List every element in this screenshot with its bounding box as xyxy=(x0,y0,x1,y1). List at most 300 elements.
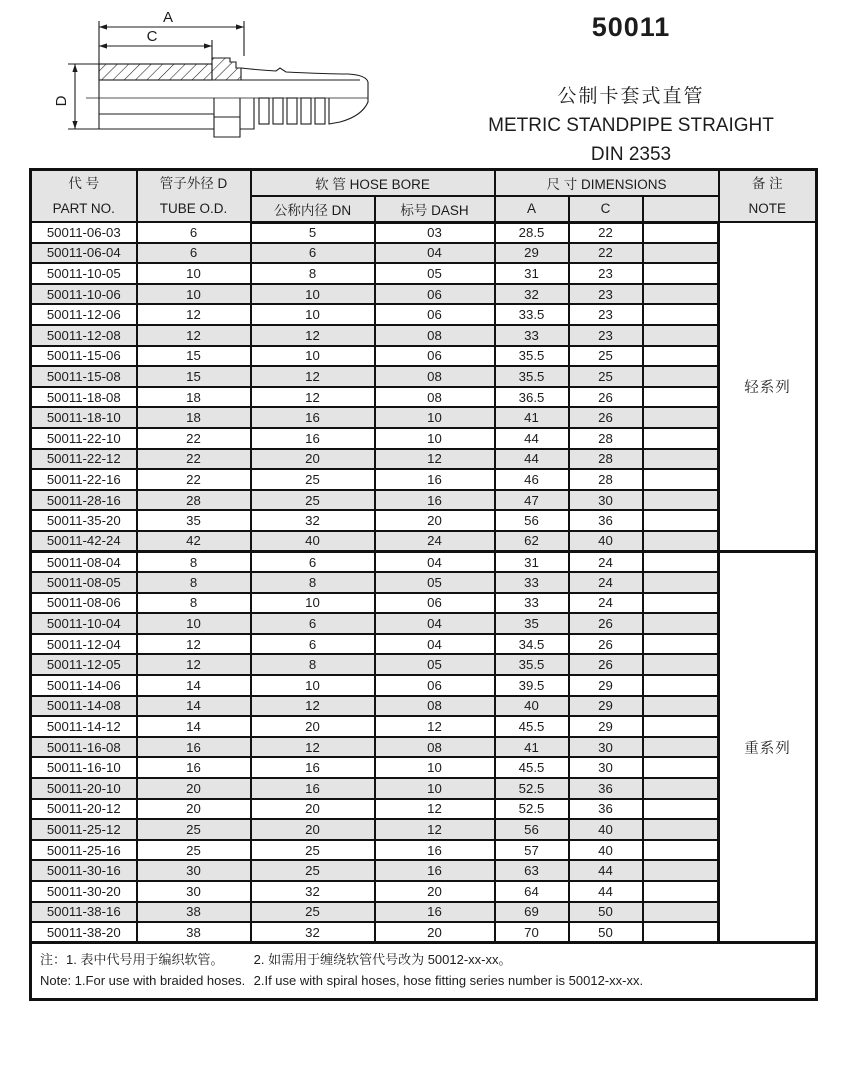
spare-dim-cell xyxy=(643,572,719,593)
part-no-cell: 50011-10-06 xyxy=(31,284,137,305)
dim-c-cell: 30 xyxy=(569,737,643,758)
footnote-cn-2: 2. 如需用于缠绕软管代号改为 50012-xx-xx。 xyxy=(253,952,512,968)
part-no-cell: 50011-06-04 xyxy=(31,243,137,264)
table-row xyxy=(31,881,817,902)
dn-cell: 25 xyxy=(251,490,375,511)
dim-c-cell: 26 xyxy=(569,387,643,408)
dn-cell: 10 xyxy=(251,304,375,325)
spare-dim-cell xyxy=(643,387,719,408)
dim-a-cell: 35 xyxy=(495,613,569,634)
table-row xyxy=(31,428,817,449)
dim-c-cell: 36 xyxy=(569,799,643,820)
dim-c-cell: 26 xyxy=(569,634,643,655)
dn-cell: 25 xyxy=(251,469,375,490)
dim-c-cell: 22 xyxy=(569,243,643,264)
spec-table-body xyxy=(31,222,817,943)
spare-dim-cell xyxy=(643,428,719,449)
dn-cell: 10 xyxy=(251,675,375,696)
series-note-cell: 重系列 xyxy=(719,552,817,943)
spare-dim-cell xyxy=(643,284,719,305)
tube-od-cell: 18 xyxy=(137,387,251,408)
dim-c-cell: 44 xyxy=(569,881,643,902)
dash-cell: 12 xyxy=(375,819,495,840)
dash-cell: 08 xyxy=(375,366,495,387)
dash-cell: 24 xyxy=(375,531,495,552)
dim-a-cell: 33.5 xyxy=(495,304,569,325)
dim-c-cell: 44 xyxy=(569,860,643,881)
dim-c-cell: 30 xyxy=(569,757,643,778)
spec-table xyxy=(29,168,818,1001)
tube-od-cell: 28 xyxy=(137,490,251,511)
dim-a-cell: 62 xyxy=(495,531,569,552)
table-row xyxy=(31,737,817,758)
dash-cell: 12 xyxy=(375,799,495,820)
dim-a-cell: 32 xyxy=(495,284,569,305)
part-no-cell: 50011-08-04 xyxy=(31,552,137,573)
part-no-cell: 50011-10-04 xyxy=(31,613,137,634)
spare-dim-cell xyxy=(643,716,719,737)
dim-c-cell: 26 xyxy=(569,613,643,634)
tube-od-cell: 38 xyxy=(137,922,251,943)
dash-cell: 06 xyxy=(375,675,495,696)
col-header-part-no-cn: 代 号 xyxy=(68,176,100,191)
dim-label-d: D xyxy=(53,95,70,107)
tube-od-cell: 25 xyxy=(137,840,251,861)
part-no-cell: 50011-10-05 xyxy=(31,263,137,284)
dash-cell: 08 xyxy=(375,387,495,408)
dn-cell: 12 xyxy=(251,387,375,408)
dn-cell: 6 xyxy=(251,613,375,634)
col-header-dash: 标号 DASH xyxy=(375,196,495,222)
table-row xyxy=(31,634,817,655)
dim-a-cell: 33 xyxy=(495,325,569,346)
spare-dim-cell xyxy=(643,819,719,840)
table-row xyxy=(31,860,817,881)
tube-od-cell: 15 xyxy=(137,366,251,387)
dim-a-cell: 39.5 xyxy=(495,675,569,696)
col-header-dn: 公称内径 DN xyxy=(251,196,375,222)
dn-cell: 8 xyxy=(251,572,375,593)
dn-cell: 10 xyxy=(251,346,375,367)
dn-cell: 6 xyxy=(251,552,375,573)
col-header-note-cn: 备 注 xyxy=(751,176,783,191)
spare-dim-cell xyxy=(643,490,719,511)
dim-a-cell: 34.5 xyxy=(495,634,569,655)
table-row xyxy=(31,531,817,552)
tube-od-cell: 16 xyxy=(137,757,251,778)
part-no-cell: 50011-15-08 xyxy=(31,366,137,387)
dim-c-cell: 29 xyxy=(569,716,643,737)
dim-a-cell: 33 xyxy=(495,572,569,593)
dim-a-cell: 28.5 xyxy=(495,222,569,243)
spare-dim-cell xyxy=(643,325,719,346)
tube-od-cell: 30 xyxy=(137,881,251,902)
dash-cell: 16 xyxy=(375,902,495,923)
dim-a-cell: 44 xyxy=(495,428,569,449)
tube-od-cell: 35 xyxy=(137,510,251,531)
footnote-cn-1: 注：1. 表中代号用于编织软管。 xyxy=(40,952,224,968)
spec-table-footer xyxy=(31,943,817,1000)
table-row xyxy=(31,325,817,346)
footnote-en-2: 2.If use with spiral hoses, hose fitting series number is 50012-xx-xx. xyxy=(253,973,644,989)
part-no-cell: 50011-38-16 xyxy=(31,902,137,923)
table-row xyxy=(31,387,817,408)
col-header-dim-a: A xyxy=(495,196,569,222)
part-no-cell: 50011-12-05 xyxy=(31,654,137,675)
tube-od-cell: 14 xyxy=(137,716,251,737)
tube-od-cell: 25 xyxy=(137,819,251,840)
spare-dim-cell xyxy=(643,922,719,943)
dn-cell: 25 xyxy=(251,860,375,881)
col-header-tube-od xyxy=(137,170,251,223)
dn-cell: 8 xyxy=(251,263,375,284)
dim-c-cell: 50 xyxy=(569,922,643,943)
spare-dim-cell xyxy=(643,613,719,634)
dim-a-cell: 31 xyxy=(495,263,569,284)
table-row xyxy=(31,346,817,367)
table-row xyxy=(31,778,817,799)
tube-od-cell: 20 xyxy=(137,799,251,820)
table-row xyxy=(31,799,817,820)
dash-cell: 03 xyxy=(375,222,495,243)
dim-c-cell: 25 xyxy=(569,366,643,387)
dash-cell: 10 xyxy=(375,778,495,799)
part-no-cell: 50011-12-08 xyxy=(31,325,137,346)
dim-c-cell: 28 xyxy=(569,469,643,490)
part-no-cell: 50011-12-04 xyxy=(31,634,137,655)
part-no-cell: 50011-16-08 xyxy=(31,737,137,758)
table-row xyxy=(31,407,817,428)
dn-cell: 6 xyxy=(251,243,375,264)
part-no-cell: 50011-20-12 xyxy=(31,799,137,820)
title-chinese: 公制卡套式直管 xyxy=(557,86,705,107)
dash-cell: 20 xyxy=(375,922,495,943)
dim-c-cell: 30 xyxy=(569,490,643,511)
spare-dim-cell xyxy=(643,510,719,531)
dash-cell: 06 xyxy=(375,593,495,614)
table-row xyxy=(31,243,817,264)
spare-dim-cell xyxy=(643,860,719,881)
table-row xyxy=(31,716,817,737)
dn-cell: 6 xyxy=(251,634,375,655)
dim-a-cell: 45.5 xyxy=(495,757,569,778)
dn-cell: 32 xyxy=(251,881,375,902)
dash-cell: 04 xyxy=(375,613,495,634)
table-row xyxy=(31,263,817,284)
dim-a-cell: 52.5 xyxy=(495,799,569,820)
tube-od-cell: 30 xyxy=(137,860,251,881)
spare-dim-cell xyxy=(643,778,719,799)
part-no-cell: 50011-14-08 xyxy=(31,696,137,717)
dim-c-cell: 28 xyxy=(569,449,643,470)
table-row xyxy=(31,469,817,490)
dn-cell: 16 xyxy=(251,428,375,449)
dash-cell: 16 xyxy=(375,860,495,881)
dash-cell: 06 xyxy=(375,304,495,325)
part-no-cell: 50011-42-24 xyxy=(31,531,137,552)
col-header-tube-od-en: TUBE O.D. xyxy=(159,201,228,216)
tube-od-cell: 14 xyxy=(137,675,251,696)
dn-cell: 25 xyxy=(251,902,375,923)
dim-a-cell: 63 xyxy=(495,860,569,881)
dash-cell: 12 xyxy=(375,449,495,470)
table-row xyxy=(31,593,817,614)
dash-cell: 05 xyxy=(375,654,495,675)
spare-dim-cell xyxy=(643,263,719,284)
dim-a-cell: 40 xyxy=(495,696,569,717)
dn-cell: 20 xyxy=(251,819,375,840)
dim-c-cell: 23 xyxy=(569,304,643,325)
part-no-cell: 50011-18-08 xyxy=(31,387,137,408)
dash-cell: 20 xyxy=(375,510,495,531)
dim-c-cell: 40 xyxy=(569,531,643,552)
tube-od-cell: 22 xyxy=(137,469,251,490)
dim-c-cell: 24 xyxy=(569,572,643,593)
table-row xyxy=(31,449,817,470)
dim-a-cell: 29 xyxy=(495,243,569,264)
table-row xyxy=(31,922,817,943)
dim-c-cell: 26 xyxy=(569,654,643,675)
col-header-part-no-en: PART NO. xyxy=(52,201,115,216)
table-row xyxy=(31,222,817,243)
col-group-dimensions: 尺 寸 DIMENSIONS xyxy=(495,170,719,196)
dim-a-cell: 47 xyxy=(495,490,569,511)
spare-dim-cell xyxy=(643,799,719,820)
table-row xyxy=(31,613,817,634)
part-no-cell: 50011-08-06 xyxy=(31,593,137,614)
spare-dim-cell xyxy=(643,593,719,614)
table-row xyxy=(31,819,817,840)
dn-cell: 25 xyxy=(251,840,375,861)
dim-a-cell: 35.5 xyxy=(495,366,569,387)
dash-cell: 20 xyxy=(375,881,495,902)
col-header-note xyxy=(719,170,817,223)
part-no-cell: 50011-35-20 xyxy=(31,510,137,531)
dim-c-cell: 23 xyxy=(569,263,643,284)
dim-label-c: C xyxy=(146,28,158,45)
dim-a-cell: 31 xyxy=(495,552,569,573)
part-number: 50011 xyxy=(591,12,671,42)
col-header-dim-spare xyxy=(643,196,719,222)
tube-od-cell: 20 xyxy=(137,778,251,799)
footnote-en-1: Note: 1.For use with braided hoses. xyxy=(40,973,246,989)
dash-cell: 04 xyxy=(375,243,495,264)
table-row xyxy=(31,902,817,923)
dim-c-cell: 22 xyxy=(569,222,643,243)
dim-a-cell: 35.5 xyxy=(495,346,569,367)
part-no-cell: 50011-22-12 xyxy=(31,449,137,470)
dim-a-cell: 56 xyxy=(495,819,569,840)
col-header-tube-od-cn: 管子外径 D xyxy=(159,176,228,191)
part-no-cell: 50011-25-16 xyxy=(31,840,137,861)
spare-dim-cell xyxy=(643,634,719,655)
dim-c-cell: 29 xyxy=(569,675,643,696)
tube-od-cell: 12 xyxy=(137,634,251,655)
dim-c-cell: 40 xyxy=(569,819,643,840)
dim-a-cell: 45.5 xyxy=(495,716,569,737)
footnote-cn xyxy=(40,949,807,970)
table-row xyxy=(31,696,817,717)
dim-c-cell: 28 xyxy=(569,428,643,449)
part-no-cell: 50011-14-06 xyxy=(31,675,137,696)
tube-od-cell: 6 xyxy=(137,243,251,264)
spare-dim-cell xyxy=(643,654,719,675)
dim-c-cell: 50 xyxy=(569,902,643,923)
dash-cell: 16 xyxy=(375,840,495,861)
table-row xyxy=(31,572,817,593)
part-no-cell: 50011-22-16 xyxy=(31,469,137,490)
spare-dim-cell xyxy=(643,366,719,387)
dash-cell: 05 xyxy=(375,572,495,593)
dash-cell: 10 xyxy=(375,407,495,428)
dash-cell: 06 xyxy=(375,346,495,367)
part-no-cell: 50011-14-12 xyxy=(31,716,137,737)
table-row xyxy=(31,284,817,305)
spare-dim-cell xyxy=(643,881,719,902)
dim-c-cell: 23 xyxy=(569,284,643,305)
dim-c-cell: 36 xyxy=(569,778,643,799)
part-no-cell: 50011-12-06 xyxy=(31,304,137,325)
standard-din: DIN 2353 xyxy=(590,144,672,165)
spare-dim-cell xyxy=(643,243,719,264)
footnote-en xyxy=(40,970,807,991)
dash-cell: 08 xyxy=(375,696,495,717)
part-no-cell: 50011-16-10 xyxy=(31,757,137,778)
tube-od-cell: 22 xyxy=(137,449,251,470)
dn-cell: 12 xyxy=(251,366,375,387)
dim-c-cell: 23 xyxy=(569,325,643,346)
tube-od-cell: 10 xyxy=(137,284,251,305)
dim-c-cell: 24 xyxy=(569,552,643,573)
spec-table-header xyxy=(31,170,817,223)
dn-cell: 20 xyxy=(251,449,375,470)
tube-od-cell: 22 xyxy=(137,428,251,449)
dn-cell: 12 xyxy=(251,737,375,758)
dim-c-cell: 40 xyxy=(569,840,643,861)
dim-label-a: A xyxy=(162,9,174,26)
dn-cell: 32 xyxy=(251,922,375,943)
spare-dim-cell xyxy=(643,346,719,367)
spare-dim-cell xyxy=(643,840,719,861)
dn-cell: 12 xyxy=(251,325,375,346)
spare-dim-cell xyxy=(643,757,719,778)
tube-od-cell: 14 xyxy=(137,696,251,717)
col-group-hose-bore: 软 管 HOSE BORE xyxy=(251,170,495,196)
dash-cell: 10 xyxy=(375,757,495,778)
dim-c-cell: 26 xyxy=(569,407,643,428)
col-header-part-no xyxy=(31,170,137,223)
dash-cell: 08 xyxy=(375,737,495,758)
dim-a-cell: 46 xyxy=(495,469,569,490)
tube-od-cell: 10 xyxy=(137,263,251,284)
dn-cell: 10 xyxy=(251,593,375,614)
dash-cell: 04 xyxy=(375,634,495,655)
dash-cell: 04 xyxy=(375,552,495,573)
part-no-cell: 50011-08-05 xyxy=(31,572,137,593)
dim-a-cell: 64 xyxy=(495,881,569,902)
dim-d-line xyxy=(68,64,101,129)
title-block xyxy=(425,12,837,166)
title-english: METRIC STANDPIPE STRAIGHT xyxy=(488,115,774,136)
part-no-cell: 50011-20-10 xyxy=(31,778,137,799)
spare-dim-cell xyxy=(643,449,719,470)
tube-od-cell: 15 xyxy=(137,346,251,367)
dim-c-cell: 29 xyxy=(569,696,643,717)
dn-cell: 10 xyxy=(251,284,375,305)
table-row xyxy=(31,675,817,696)
spare-dim-cell xyxy=(643,552,719,573)
dim-a-cell: 69 xyxy=(495,902,569,923)
part-no-cell: 50011-18-10 xyxy=(31,407,137,428)
spare-dim-cell xyxy=(643,696,719,717)
dn-cell: 5 xyxy=(251,222,375,243)
dn-cell: 8 xyxy=(251,654,375,675)
part-no-cell: 50011-15-06 xyxy=(31,346,137,367)
dim-a-cell: 44 xyxy=(495,449,569,470)
table-row xyxy=(31,552,817,573)
dim-a-cell: 33 xyxy=(495,593,569,614)
fitting-body xyxy=(99,58,360,129)
spare-dim-cell xyxy=(643,531,719,552)
table-row xyxy=(31,510,817,531)
dim-a-cell: 41 xyxy=(495,407,569,428)
spare-dim-cell xyxy=(643,222,719,243)
tube-od-cell: 12 xyxy=(137,304,251,325)
table-row xyxy=(31,757,817,778)
part-no-cell: 50011-25-12 xyxy=(31,819,137,840)
series-note-cell: 轻系列 xyxy=(719,222,817,552)
tube-od-cell: 8 xyxy=(137,593,251,614)
dim-a-cell: 36.5 xyxy=(495,387,569,408)
fitting-technical-drawing xyxy=(28,6,373,166)
dim-a-cell: 57 xyxy=(495,840,569,861)
part-no-cell: 50011-30-20 xyxy=(31,881,137,902)
dash-cell: 05 xyxy=(375,263,495,284)
table-row xyxy=(31,840,817,861)
dim-a-cell: 35.5 xyxy=(495,654,569,675)
dn-cell: 32 xyxy=(251,510,375,531)
spare-dim-cell xyxy=(643,675,719,696)
part-no-cell: 50011-28-16 xyxy=(31,490,137,511)
dash-cell: 16 xyxy=(375,490,495,511)
spare-dim-cell xyxy=(643,304,719,325)
spare-dim-cell xyxy=(643,407,719,428)
tube-od-cell: 8 xyxy=(137,552,251,573)
dn-cell: 16 xyxy=(251,407,375,428)
spare-dim-cell xyxy=(643,737,719,758)
part-no-cell: 50011-22-10 xyxy=(31,428,137,449)
dim-c-cell: 24 xyxy=(569,593,643,614)
tube-od-cell: 8 xyxy=(137,572,251,593)
dn-cell: 20 xyxy=(251,716,375,737)
tube-od-cell: 10 xyxy=(137,613,251,634)
col-header-note-en: NOTE xyxy=(748,201,786,216)
part-no-cell: 50011-30-16 xyxy=(31,860,137,881)
dn-cell: 40 xyxy=(251,531,375,552)
tube-od-cell: 18 xyxy=(137,407,251,428)
table-row xyxy=(31,490,817,511)
tube-od-cell: 42 xyxy=(137,531,251,552)
spare-dim-cell xyxy=(643,902,719,923)
dash-cell: 08 xyxy=(375,325,495,346)
dn-cell: 20 xyxy=(251,799,375,820)
tube-od-cell: 16 xyxy=(137,737,251,758)
part-no-cell: 50011-06-03 xyxy=(31,222,137,243)
footnotes-cell xyxy=(31,943,817,1000)
dn-cell: 16 xyxy=(251,757,375,778)
tube-od-cell: 12 xyxy=(137,325,251,346)
tube-od-cell: 12 xyxy=(137,654,251,675)
